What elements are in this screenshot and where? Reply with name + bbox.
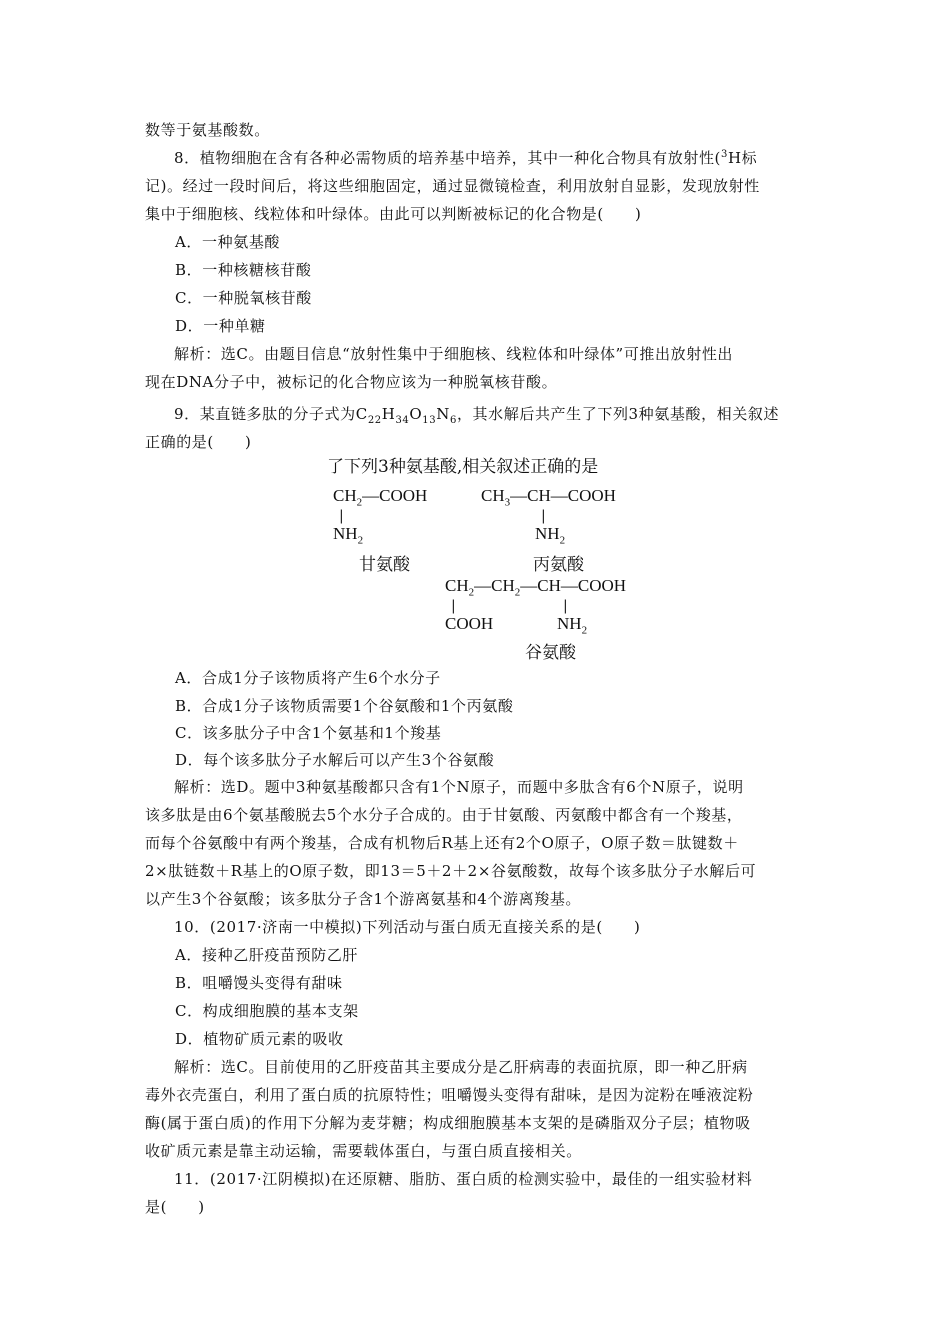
question-11-stem: 11．(2017·江阴模拟)在还原糖、脂肪、蛋白质的检测实验中，最佳的一组实验材料 — [174, 1170, 753, 1188]
glutamate-name: 谷氨酸 — [525, 643, 576, 663]
question-10-stem: 10．(2017·济南一中模拟)下列活动与蛋白质无直接关系的是( ) — [174, 918, 641, 936]
option-d: D．每个该多肽分子水解后可以产生3个谷氨酸 — [175, 751, 495, 769]
solution-line: 收矿质元素是靠主动运输，需要载体蛋白，与蛋白质直接相关。 — [145, 1142, 582, 1160]
solution-line: 该多肽是由6个氨基酸脱去5个水分子合成的。由于甘氨酸、丙氨酸中都含有一个羧基， — [145, 806, 743, 824]
amino-acid-structures-figure — [325, 452, 665, 662]
text-line: 记)。经过一段时间后，将这些细胞固定，通过显微镜检查，利用放射自显影，发现放射性 — [145, 177, 760, 195]
option-b: B．合成1分子该物质需要1个谷氨酸和1个丙氨酸 — [175, 697, 514, 715]
alanine-formula-top: $CH_3—CH—COOH$ — [481, 486, 616, 509]
text-line: 数等于氨基酸数。 — [145, 121, 270, 139]
solution-line: 毒外衣壳蛋白，利用了蛋白质的抗原特性；咀嚼馒头变得有甜味，是因为淀粉在唾液淀粉 — [145, 1086, 754, 1104]
solution-line: 酶(属于蛋白质)的作用下分解为麦芽糖；构成细胞膜基本支架的是磷脂双分子层；植物吸 — [145, 1114, 751, 1132]
text-line: 集中于细胞核、线粒体和叶绿体。由此可以判断被标记的化合物是( ) — [145, 205, 642, 223]
option-b: B．咀嚼馒头变得有甜味 — [175, 974, 343, 992]
solution-line: 解析：选C。目前使用的乙肝疫苗其主要成分是乙肝病毒的表面抗原，即一种乙肝病 — [174, 1058, 748, 1076]
solution-line: 解析：选C。由题目信息“放射性集中于细胞核、线粒体和叶绿体”可推出放射性出 — [174, 345, 734, 363]
option-d: D．植物矿质元素的吸收 — [175, 1030, 344, 1048]
option-c: C．构成细胞膜的基本支架 — [175, 1002, 359, 1020]
glycine-formula-top: $CH_2—COOH$ — [333, 486, 428, 509]
question-8-stem: 8．植物细胞在含有各种必需物质的培养基中培养，其中一种化合物具有放射性($^3$H标 — [174, 149, 758, 167]
bond-line: | — [451, 598, 456, 614]
option-a: A．一种氨基酸 — [175, 233, 281, 251]
question-9-stem: 9．某直链多肽的分子式为$C_{22}H_{34}O_{13}N_6$，其水解后共产生了下列3种氨基酸，相关叙述 — [174, 405, 780, 426]
bond-line: | — [339, 508, 344, 524]
glutamate-formula-bottom-left: COOH — [445, 614, 494, 633]
option-a: A．合成1分子该物质将产生6个水分子 — [175, 669, 441, 687]
glutamate-formula-top: $CH_2—CH_2—CH—COOH$ — [445, 576, 627, 599]
solution-line: 现在DNA分子中，被标记的化合物应该为一种脱氧核苷酸。 — [145, 373, 558, 391]
bond-line: | — [563, 598, 568, 614]
text-line: 是( ) — [145, 1198, 205, 1216]
text-line: 正确的是( ) — [145, 433, 252, 451]
bond-line: | — [541, 508, 546, 524]
figure-caption: 了下列3种氨基酸,相关叙述正确的是 — [327, 457, 599, 477]
option-c: C．一种脱氧核苷酸 — [175, 289, 312, 307]
option-d: D．一种单糖 — [175, 317, 266, 335]
option-b: B．一种核糖核苷酸 — [175, 261, 312, 279]
glutamate-formula-bottom-right: $NH_2$ — [557, 614, 588, 637]
option-a: A．接种乙肝疫苗预防乙肝 — [175, 946, 359, 964]
alanine-formula-bottom: $NH_2$ — [535, 524, 566, 547]
solution-line: 2×肽链数＋R基上的O原子数，即13＝5＋2＋2×谷氨酸数，故每个该多肽分子水解后可 — [145, 862, 757, 880]
glycine-name: 甘氨酸 — [359, 555, 410, 575]
alanine-name: 丙氨酸 — [533, 555, 584, 575]
option-c: C．该多肽分子中含1个氨基和1个羧基 — [175, 724, 442, 742]
solution-line: 解析：选D。题中3种氨基酸都只含有1个N原子，而题中多肽含有6个N原子，说明 — [174, 778, 744, 796]
solution-line: 以产生3个谷氨酸；该多肽分子含1个游离氨基和4个游离羧基。 — [145, 890, 582, 908]
solution-line: 而每个谷氨酸中有两个羧基，合成有机物后R基上还有2个O原子，O原子数＝肽键数＋ — [145, 834, 739, 852]
glycine-formula-bottom: $NH_2$ — [333, 524, 364, 547]
